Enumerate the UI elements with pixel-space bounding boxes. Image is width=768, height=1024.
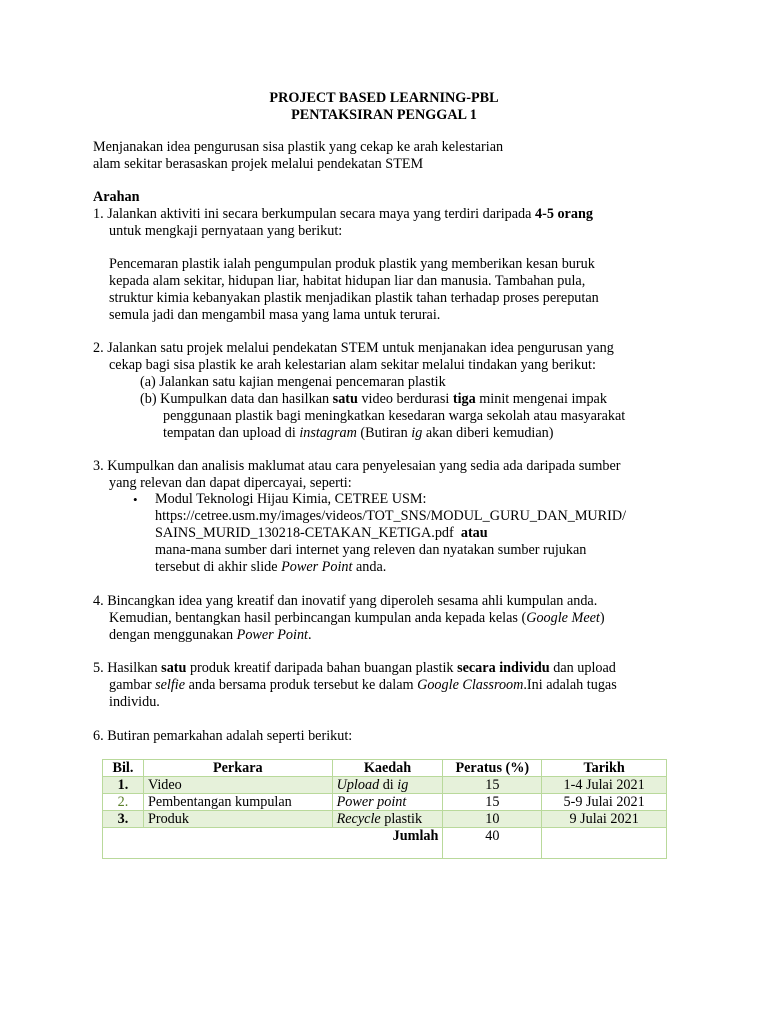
item1-paragraph-4: semula jadi dan mengambil masa yang lama untuk terurai. bbox=[109, 307, 441, 323]
row-tarikh: 9 Julai 2021 bbox=[542, 811, 667, 828]
item4-line-3: dengan menggunakan Power Point. bbox=[109, 627, 312, 643]
title-line-1: PROJECT BASED LEARNING-PBL bbox=[269, 90, 499, 106]
bullet-marker: • bbox=[133, 492, 138, 507]
table-row bbox=[103, 777, 667, 794]
header-tarikh: Tarikh bbox=[542, 760, 667, 777]
item4-line-1: 4. Bincangkan idea yang kreatif dan inovatif yang diperoleh sesama ahli kumpulan anda. bbox=[93, 593, 598, 609]
item1-paragraph-2: kepada alam sekitar, hidupan liar, habitat hidupan liar dan manusia. Tambahan pula, bbox=[109, 273, 586, 289]
intro-line-1: Menjanakan idea pengurusan sisa plastik yang cekap ke arah kelestarian bbox=[93, 139, 504, 155]
header-peratus: Peratus (%) bbox=[443, 760, 542, 777]
total-value: 40 bbox=[443, 828, 542, 859]
table-total-row bbox=[103, 828, 667, 859]
item5-line-3: individu. bbox=[109, 694, 160, 710]
section-heading: Arahan bbox=[93, 189, 140, 205]
row-tarikh: 5-9 Julai 2021 bbox=[542, 794, 667, 811]
item3-line-2: yang relevan dan dapat dipercayai, seperti: bbox=[109, 475, 352, 491]
row-perkara: Video bbox=[143, 777, 332, 794]
item2-sub-b-line-1: (b) Kumpulkan data dan hasilkan satu video berdurasi tiga minit mengenai impak bbox=[140, 391, 607, 407]
row-kaedah: Power point bbox=[332, 794, 443, 811]
item3-source-line-5: tersebut di akhir slide Power Point anda. bbox=[155, 559, 387, 575]
item3-line-1: 3. Kumpulkan dan analisis maklumat atau cara penyelesaian yang sedia ada daripada sumber bbox=[93, 458, 621, 474]
row-perkara: Produk bbox=[143, 811, 332, 828]
row-kaedah: Upload di ig bbox=[332, 777, 443, 794]
header-perkara: Perkara bbox=[143, 760, 332, 777]
row-peratus: 15 bbox=[443, 777, 542, 794]
row-tarikh: 1-4 Julai 2021 bbox=[542, 777, 667, 794]
item2-sub-a: (a) Jalankan satu kajian mengenai pencemaran plastik bbox=[140, 374, 446, 390]
row-perkara: Pembentangan kumpulan bbox=[143, 794, 332, 811]
item3-source-line-4: mana-mana sumber dari internet yang releven dan nyatakan sumber rujukan bbox=[155, 542, 587, 558]
item6-line: 6. Butiran pemarkahan adalah seperti berikut: bbox=[93, 728, 353, 744]
table-header-row bbox=[103, 760, 667, 777]
row-bil: 1. bbox=[103, 777, 144, 794]
item2-line-1: 2. Jalankan satu projek melalui pendekatan STEM untuk menjanakan idea pengurusan yang bbox=[93, 340, 614, 356]
header-bil: Bil. bbox=[103, 760, 144, 777]
header-kaedah: Kaedah bbox=[332, 760, 443, 777]
item2-line-2: cekap bagi sisa plastik ke arah kelestarian alam sekitar melalui tindakan yang berikut: bbox=[109, 357, 596, 373]
row-bil: 3. bbox=[103, 811, 144, 828]
total-empty-cell bbox=[542, 828, 667, 859]
total-label: Jumlah bbox=[103, 828, 443, 859]
title-line-2: PENTAKSIRAN PENGGAL 1 bbox=[291, 107, 477, 123]
row-kaedah: Recycle plastik bbox=[332, 811, 443, 828]
item1-line-1: 1. Jalankan aktiviti ini secara berkumpulan secara maya yang terdiri daripada 4-5 orang bbox=[93, 206, 593, 222]
table-row bbox=[103, 794, 667, 811]
item1-paragraph-3: struktur kimia kebanyakan plastik menjadikan plastik tahan terhadap proses pereputan bbox=[109, 290, 599, 306]
marks-table bbox=[102, 759, 667, 859]
item5-line-1: 5. Hasilkan satu produk kreatif daripada bahan buangan plastik secara individu dan upload bbox=[93, 660, 616, 676]
item2-sub-b-line-3: tempatan dan upload di instagram (Butiran ig akan diberi kemudian) bbox=[163, 425, 554, 441]
item3-source-url-2: SAINS_MURID_130218-CETAKAN_KETIGA.pdf atau bbox=[155, 525, 488, 541]
item4-line-2: Kemudian, bentangkan hasil perbincangan kumpulan anda kepada kelas (Google Meet) bbox=[109, 610, 605, 626]
item2-sub-b-line-2: penggunaan plastik bagi meningkatkan kesedaran warga sekolah atau masyarakat bbox=[163, 408, 626, 424]
item3-source-title: Modul Teknologi Hijau Kimia, CETREE USM: bbox=[155, 491, 427, 507]
row-peratus: 15 bbox=[443, 794, 542, 811]
row-peratus: 10 bbox=[443, 811, 542, 828]
item1-paragraph-1: Pencemaran plastik ialah pengumpulan produk plastik yang memberikan kesan buruk bbox=[109, 256, 595, 272]
row-bil: 2. bbox=[103, 794, 144, 811]
item3-source-url-1: https://cetree.usm.my/images/videos/TOT_SNS/MODUL_GURU_DAN_MURID/ bbox=[155, 508, 627, 524]
item1-line-2: untuk mengkaji pernyataan yang berikut: bbox=[109, 223, 343, 239]
item5-line-2: gambar selfie anda bersama produk tersebut ke dalam Google Classroom.Ini adalah tugas bbox=[109, 677, 617, 693]
intro-line-2: alam sekitar berasaskan projek melalui pendekatan STEM bbox=[93, 156, 424, 172]
table-row bbox=[103, 811, 667, 828]
